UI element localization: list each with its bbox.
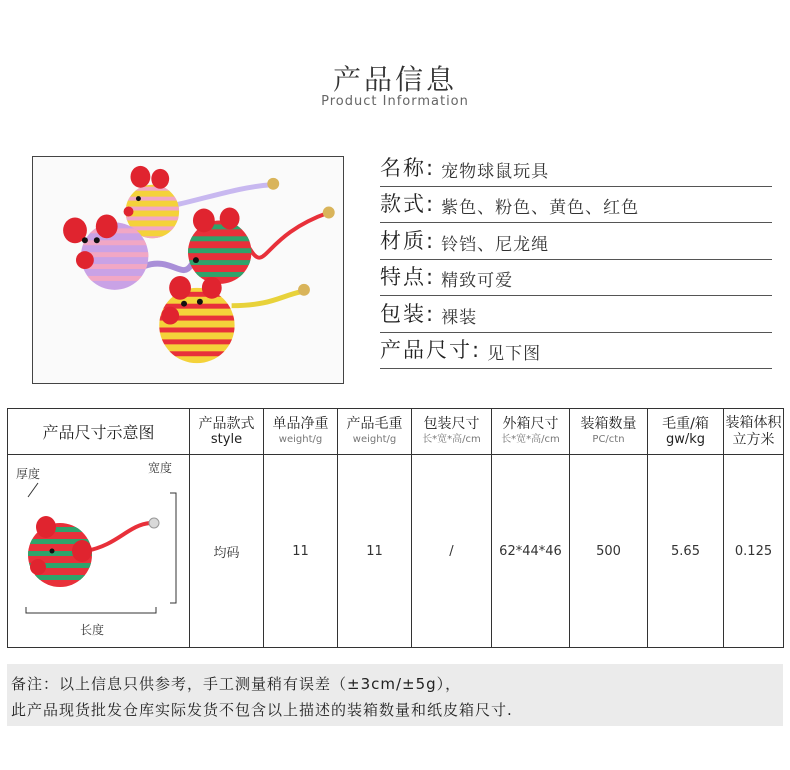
info-value: 裸装 xyxy=(441,307,478,328)
size-diagram-drawing xyxy=(8,455,190,647)
header-carton-weight: 毛重/箱 gw/kg xyxy=(648,409,724,455)
info-label: 名称: xyxy=(380,155,436,180)
info-row-package xyxy=(380,296,772,333)
header-diagram: 产品尺寸示意图 xyxy=(8,409,190,455)
header-package-size: 包装尺寸 长*宽*高/cm xyxy=(412,409,492,455)
note-line-1: 备注：以上信息只供参考，手工测量稍有误差（±3cm/±5g）， xyxy=(11,675,462,693)
header-carton-qty: 装箱数量 PC/ctn xyxy=(570,409,648,455)
info-row-material xyxy=(380,223,772,260)
page-title: 产品信息 xyxy=(332,63,457,96)
product-photo xyxy=(32,156,344,384)
info-value: 宠物球鼠玩具 xyxy=(441,161,550,182)
table-row xyxy=(8,455,784,648)
cell-carton-weight: 5.65 xyxy=(648,455,724,648)
info-value: 铃铛、尼龙绳 xyxy=(441,234,550,255)
info-label: 产品尺寸: xyxy=(380,338,482,362)
length-label: 长度 xyxy=(80,623,105,637)
header-gross-weight: 产品毛重 weight/g xyxy=(338,409,412,455)
info-row-size xyxy=(380,333,772,370)
width-label: 宽度 xyxy=(148,461,173,475)
cell-carton-size: 62*44*46 xyxy=(492,455,570,648)
header-carton-volume: 装箱体积 立方米 xyxy=(724,409,784,455)
header-style: 产品款式 style xyxy=(190,409,264,455)
cell-carton-volume: 0.125 xyxy=(724,455,784,648)
info-label: 包装: xyxy=(380,301,436,326)
cell-gross-weight: 11 xyxy=(338,455,412,648)
info-value: 见下图 xyxy=(487,344,542,364)
spec-table xyxy=(7,408,784,648)
note-line-2: 此产品现货批发仓库实际发货不包含以上描述的装箱数量和纸皮箱尺寸. xyxy=(11,701,513,719)
table-header-row xyxy=(8,409,784,455)
note-box xyxy=(7,664,783,726)
info-value: 紫色、粉色、黄色、红色 xyxy=(441,198,640,218)
page-subtitle: Product Information xyxy=(321,94,469,109)
info-label: 材质: xyxy=(380,228,436,253)
cell-style: 均码 xyxy=(190,455,264,648)
header-carton-size: 外箱尺寸 长*宽*高/cm xyxy=(492,409,570,455)
cell-net-weight: 11 xyxy=(264,455,338,648)
info-label: 款式: xyxy=(380,192,436,216)
cell-carton-qty: 500 xyxy=(570,455,648,648)
cell-package-size: / xyxy=(412,455,492,648)
info-value: 精致可爱 xyxy=(441,271,514,291)
info-row-feature xyxy=(380,260,772,297)
header-net-weight: 单品净重 weight/g xyxy=(264,409,338,455)
info-label: 特点: xyxy=(380,265,436,289)
product-info-list xyxy=(380,150,772,369)
info-row-style xyxy=(380,187,772,224)
size-diagram xyxy=(8,455,190,648)
thickness-label: 厚度 xyxy=(16,467,41,481)
info-row-name xyxy=(380,150,772,187)
